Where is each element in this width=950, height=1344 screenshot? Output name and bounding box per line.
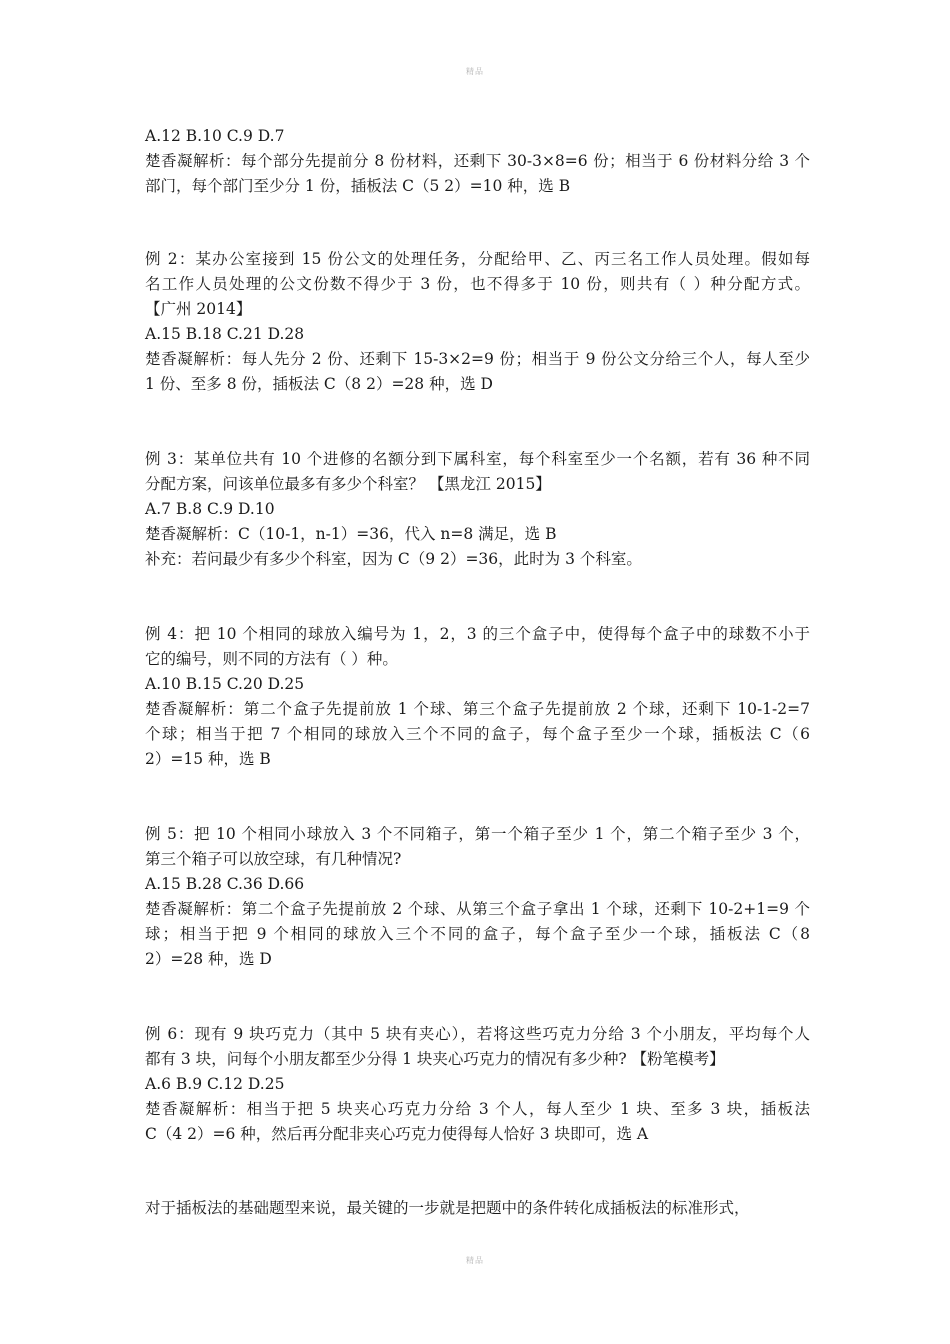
text-line: 楚香凝解析：第二个盒子先提前放 2 个球、从第三个盒子拿出 1 个球，还剩下 10-2+1=9 个	[145, 900, 810, 918]
text-line: 部门，每个部门至少分 1 份，插板法 C（5 2）=10 种，选 B	[145, 177, 571, 195]
closing-paragraph: 对于插板法的基础题型来说，最关键的一步就是把题中的条件转化成插板法的标准形式，	[145, 1199, 750, 1217]
text-line: 例 3：某单位共有 10 个进修的名额分到下属科室，每个科室至少一个名额，若有 36 种不同	[145, 450, 810, 468]
text-line: A.15 B.18 C.21 D.28	[145, 325, 305, 343]
document-body	[145, 124, 810, 1147]
text-line: A.6 B.9 C.12 D.25	[145, 1075, 285, 1093]
text-line: C（4 2）=6 种，然后再分配非夹心巧克力使得每人恰好 3 块即可，选 A	[145, 1125, 649, 1143]
text-line: 例 5：把 10 个相同小球放入 3 个不同箱子，第一个箱子至少 1 个，第二个箱子至少 3 个，	[145, 825, 810, 843]
text-line: 它的编号，则不同的方法有（ ）种。	[145, 650, 398, 668]
text-line: 楚香凝解析：每个部分先提前分 8 份材料，还剩下 30-3×8=6 份；相当于 6 份材料分给 3 个	[145, 152, 810, 170]
text-line: 例 4：把 10 个相同的球放入编号为 1，2，3 的三个盒子中，使得每个盒子中的球数不小于	[145, 625, 810, 643]
text-line: 球；相当于把 9 个相同的球放入三个不同的盒子，每个盒子至少一个球，插板法 C（8	[145, 925, 810, 943]
text-line: 楚香凝解析：相当于把 5 块夹心巧克力分给 3 个人，每人至少 1 块、至多 3 块，插板法	[145, 1100, 810, 1118]
text-line: 1 份、至多 8 份，插板法 C（8 2）=28 种，选 D	[145, 375, 493, 393]
text-line: 名工作人员处理的公文份数不得少于 3 份，也不得多于 10 份，则共有（ ）种分配方式。	[145, 275, 810, 293]
page-footer-mark: 精品	[466, 1256, 484, 1265]
example-2-block	[145, 247, 810, 397]
text-line: 分配方案，问该单位最多有多少个科室？ 【黑龙江 2015】	[145, 475, 551, 493]
example-4-block	[145, 622, 810, 772]
text-line: A.10 B.15 C.20 D.25	[145, 675, 305, 693]
text-line: 例 2：某办公室接到 15 份公文的处理任务，分配给甲、乙、丙三名工作人员处理。假如每	[145, 250, 810, 268]
text-line: 2）=28 种，选 D	[145, 950, 272, 968]
text-line: A.15 B.28 C.36 D.66	[145, 875, 305, 893]
text-line: 楚香凝解析：每人先分 2 份、还剩下 15-3×2=9 份；相当于 9 份公文分给三个人，每人至少	[145, 350, 810, 368]
intro-block	[145, 124, 810, 199]
text-line: 例 6：现有 9 块巧克力（其中 5 块有夹心），若将这些巧克力分给 3 个小朋友，平均每个人	[145, 1025, 810, 1043]
text-line: 楚香凝解析：C（10-1，n-1）=36，代入 n=8 满足，选 B	[145, 525, 557, 543]
text-line: A.12 B.10 C.9 D.7	[145, 127, 285, 145]
text-line: A.7 B.8 C.9 D.10	[145, 500, 275, 518]
page-header-mark: 精品	[466, 67, 484, 76]
example-3-block	[145, 447, 810, 572]
text-line: 【广州 2014】	[145, 300, 252, 318]
text-line: 都有 3 块，问每个小朋友都至少分得 1 块夹心巧克力的情况有多少种? 【粉笔模考】	[145, 1050, 725, 1068]
text-line: 楚香凝解析：第二个盒子先提前放 1 个球、第三个盒子先提前放 2 个球，还剩下 10-1-2=7	[145, 700, 810, 718]
example-6-block	[145, 1022, 810, 1147]
text-line: 第三个箱子可以放空球，有几种情况?	[145, 850, 402, 868]
text-line: 补充：若问最少有多少个科室，因为 C（9 2）=36，此时为 3 个科室。	[145, 550, 642, 568]
text-line: 个球；相当于把 7 个相同的球放入三个不同的盒子，每个盒子至少一个球，插板法 C（6	[145, 725, 810, 743]
example-5-block	[145, 822, 810, 972]
text-line: 2）=15 种，选 B	[145, 750, 271, 768]
